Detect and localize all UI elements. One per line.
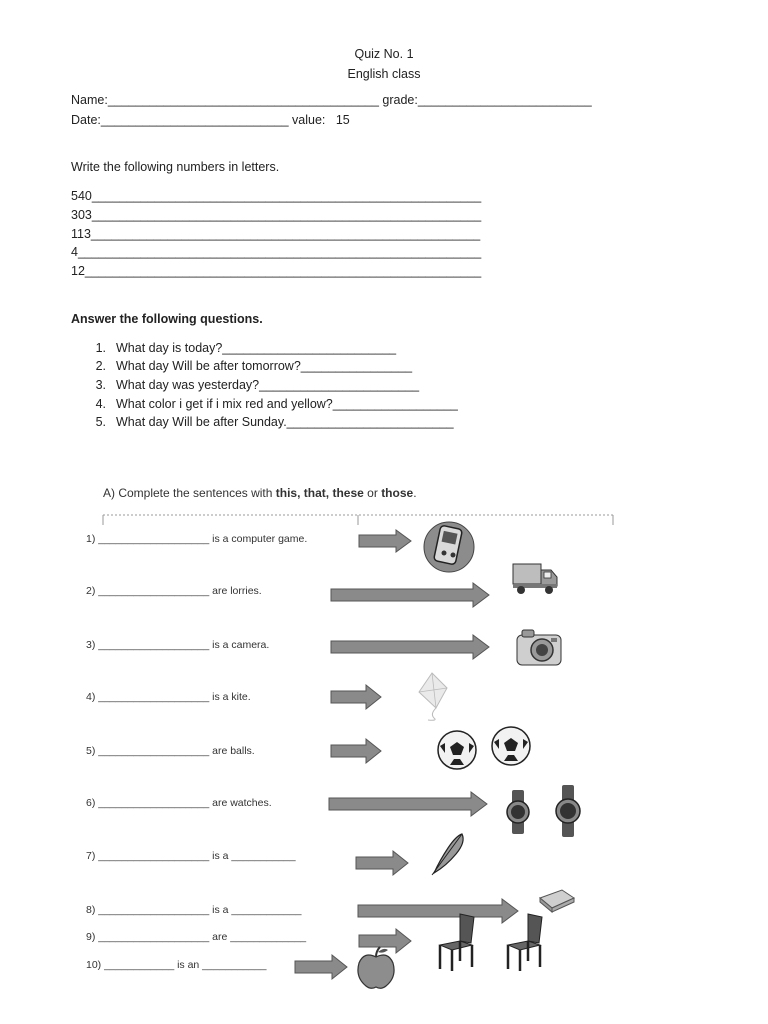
number-line: 4__________________________________________________________ — [71, 245, 482, 259]
dotted-divider — [100, 512, 620, 528]
question-number: 2. — [95, 359, 106, 373]
instruction-period: . — [413, 486, 417, 500]
instruction-prefix: A) Complete the sentences with — [103, 486, 273, 500]
numbers-instruction: Write the following numbers in letters. — [71, 160, 280, 174]
exercise-item: 6) ___________________ are watches. — [86, 797, 272, 809]
wristwatch-icon — [503, 788, 533, 836]
exercise-item: 1) ___________________ is a computer game. — [86, 533, 308, 545]
arrow-icon — [330, 684, 382, 710]
date-line-label: Date:___________________________ value: — [71, 113, 326, 127]
questions-heading: Answer the following questions. — [71, 312, 263, 326]
word-or: or — [367, 486, 378, 500]
question-text: What day Will be after tomorrow?________________ — [116, 359, 413, 373]
lorry-icon — [510, 560, 560, 596]
question-text: What day is today?_________________________ — [116, 341, 397, 355]
value-number: 15 — [335, 113, 350, 127]
question-item — [86, 341, 396, 355]
question-text: What day Will be after Sunday.________________________ — [116, 415, 454, 429]
word-that: that, — [303, 486, 330, 500]
arrow-icon — [294, 954, 348, 980]
arrow-icon — [355, 850, 409, 876]
exercise-item: 9) ___________________ are _____________ — [86, 931, 307, 943]
chair-icon — [502, 911, 546, 973]
question-item — [86, 359, 412, 373]
question-text: What day was yesterday?_______________________ — [116, 378, 420, 392]
word-those: those — [381, 486, 414, 500]
eraser-icon — [536, 886, 578, 914]
question-number: 1. — [95, 341, 106, 355]
quiz-subtitle: English class — [347, 67, 421, 81]
handheld-game-icon — [422, 520, 476, 574]
soccer-ball-icon — [436, 729, 478, 771]
date-value-line — [71, 113, 350, 127]
apple-icon — [354, 945, 398, 991]
exercise-a-instruction — [103, 486, 417, 500]
quiz-title: Quiz No. 1 — [354, 47, 414, 61]
name-grade-line: Name:_______________________________________ grade:_________________________ — [71, 93, 592, 107]
question-text: What color i get if i mix red and yellow?__________________ — [116, 397, 458, 411]
arrow-icon — [358, 529, 412, 553]
question-item — [86, 415, 454, 429]
arrow-icon — [330, 634, 490, 660]
camera-icon — [514, 627, 564, 669]
number-line: 303________________________________________________________ — [71, 208, 482, 222]
exercise-item: 2) ___________________ are lorries. — [86, 585, 262, 597]
exercise-item: 3) ___________________ is a camera. — [86, 639, 270, 651]
number-line: 113________________________________________________________ — [71, 227, 481, 241]
exercise-item: 8) ___________________ is a ____________ — [86, 904, 302, 916]
exercise-item: 5) ___________________ are balls. — [86, 745, 255, 757]
question-item — [86, 397, 458, 411]
feather-pen-icon — [426, 830, 468, 878]
number-line: 540________________________________________________________ — [71, 189, 482, 203]
chair-icon — [434, 911, 478, 973]
arrow-icon — [330, 582, 490, 608]
question-number: 3. — [95, 378, 106, 392]
exercise-item: 10) ____________ is an ___________ — [86, 959, 267, 971]
kite-icon — [410, 670, 454, 722]
wristwatch-icon — [552, 783, 584, 839]
question-item — [86, 378, 419, 392]
arrow-icon — [328, 791, 488, 817]
arrow-icon — [330, 738, 382, 764]
question-number: 4. — [95, 397, 106, 411]
soccer-ball-icon — [490, 725, 532, 767]
exercise-item: 7) ___________________ is a ___________ — [86, 850, 296, 862]
exercise-item: 4) ___________________ is a kite. — [86, 691, 251, 703]
word-these: these — [332, 486, 364, 500]
number-line: 12_________________________________________________________ — [71, 264, 482, 278]
question-number: 5. — [95, 415, 106, 429]
word-this: this, — [275, 486, 301, 500]
